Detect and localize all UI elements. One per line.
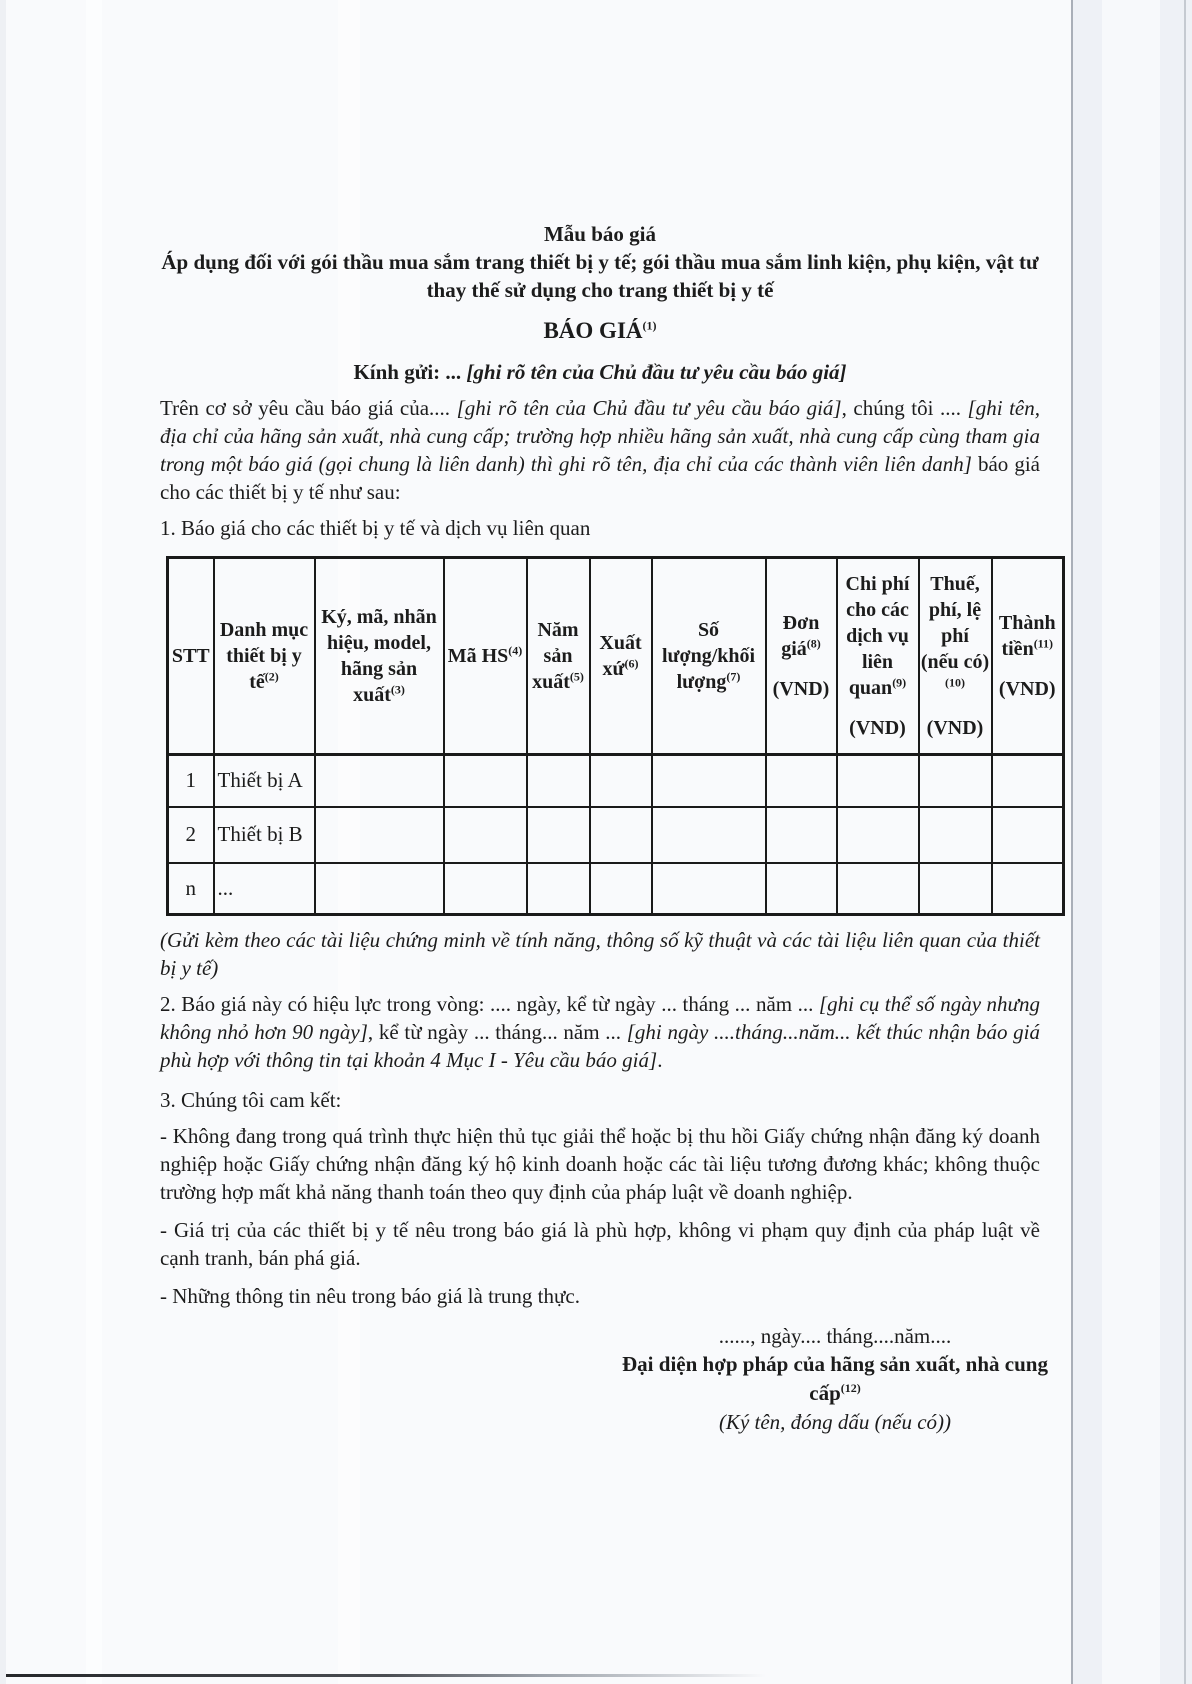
device-name-cell: ... bbox=[214, 863, 315, 915]
column-header-label: Danh mục thiết bị y tế$^{(2)}$ bbox=[219, 619, 309, 693]
column-header-label: Năm sản xuất$^{(5)}$ bbox=[532, 619, 584, 693]
column-header-3 bbox=[315, 558, 444, 755]
text-run: , kể từ ngày ... tháng... năm ... bbox=[367, 1020, 627, 1044]
scan-streak bbox=[86, 0, 102, 1684]
commitment-item-1: - Không đang trong quá trình thực hiện thủ tục giải thể hoặc bị thu hồi Giấy chứng nhận đăng ký doanh nghiệp hoặc Giấy chứng nhận đăng ký hộ kinh doanh hoặc các tài liệu tương đương khác; không thuộc trường hợp mất khả năng thanh toán theo quy định của pháp luật về doanh nghiệp. bbox=[160, 1124, 1040, 1204]
text-run: [ghi cụ thể số ngày nhưng không nhỏ hơn 90 ngày] bbox=[160, 992, 1040, 1044]
commitment-item-3: - Những thông tin nêu trong báo giá là trung thực. bbox=[160, 1284, 580, 1308]
device-name-cell: Thiết bị B bbox=[214, 807, 315, 863]
signature-block bbox=[605, 1322, 1065, 1437]
empty-cell bbox=[590, 807, 652, 863]
scan-page-edge-line bbox=[1184, 0, 1186, 1684]
empty-cell bbox=[444, 807, 527, 863]
empty-cell bbox=[315, 807, 444, 863]
column-header-8 bbox=[766, 558, 837, 755]
table-header-row bbox=[168, 558, 1064, 755]
signature-instruction: (Ký tên, đóng dấu (nếu có)) bbox=[718, 1410, 952, 1434]
empty-cell bbox=[992, 863, 1064, 915]
empty-cell bbox=[766, 807, 837, 863]
text-run: [ghi rõ tên của Chủ đầu tư yêu cầu báo giá] bbox=[456, 396, 842, 420]
column-header-label: Thuế, phí, lệ phí (nếu có)$^{(10)}$ bbox=[920, 573, 990, 690]
text-run: , chúng tôi .... bbox=[841, 396, 968, 420]
empty-cell bbox=[837, 755, 919, 807]
salutation-line bbox=[160, 358, 1040, 386]
section3-heading: 3. Chúng tôi cam kết: bbox=[160, 1088, 342, 1112]
column-header-7 bbox=[652, 558, 766, 755]
empty-cell bbox=[652, 755, 766, 807]
text-run: Trên cơ sở yêu cầu báo giá của.... bbox=[160, 396, 457, 420]
row-index-cell: 1 bbox=[168, 755, 214, 807]
column-header-10 bbox=[919, 558, 992, 755]
empty-cell bbox=[766, 755, 837, 807]
commitment-item-2: - Giá trị của các thiết bị y tế nêu trong báo giá là phù hợp, không vi phạm quy định của pháp luật về cạnh tranh, bán phá giá. bbox=[160, 1218, 1040, 1270]
scan-page-edge-line bbox=[1071, 0, 1073, 1684]
document-title-text: BÁO GIÁ bbox=[543, 318, 643, 343]
empty-cell bbox=[590, 863, 652, 915]
empty-cell bbox=[766, 863, 837, 915]
table-row-2 bbox=[168, 807, 1064, 863]
scan-streak bbox=[1102, 0, 1160, 1684]
text-run: [ghi tên, địa chỉ của hãng sản xuất, nhà cung cấp; trường hợp nhiều hãng sản xuất, nhà cung cấp cùng tham gia trong một báo giá (gọi chung là liên danh) thì ghi rõ tên, địa chỉ của các thành viên liên danh] bbox=[160, 396, 1040, 476]
document-content bbox=[160, 220, 1056, 1437]
section2-paragraph bbox=[160, 990, 1040, 1074]
intro-paragraph bbox=[160, 394, 1040, 506]
form-applicability: Áp dụng đối với gói thầu mua sắm trang thiết bị y tế; gói thầu mua sắm linh kiện, phụ kiện, vật tư thay thế sử dụng cho trang thiết bị y tế bbox=[161, 250, 1039, 302]
empty-cell bbox=[652, 863, 766, 915]
scan-bottom-edge-line bbox=[6, 1674, 766, 1677]
column-header-label: Số lượng/khối lượng$^{(7)}$ bbox=[661, 619, 756, 693]
column-header-label: Mã HS$^{(4)}$ bbox=[447, 643, 523, 667]
empty-cell bbox=[652, 807, 766, 863]
row-index-cell: 2 bbox=[168, 807, 214, 863]
column-header-6 bbox=[590, 558, 652, 755]
column-header-label: Xuất xứ$^{(6)}$ bbox=[599, 632, 642, 680]
table-attachment-note: (Gửi kèm theo các tài liệu chứng minh về tính năng, thông số kỹ thuật và các tài liệu liên quan của thiết bị y tế) bbox=[160, 928, 1040, 980]
empty-cell bbox=[919, 807, 992, 863]
signature-role-footnote-ref: (12) bbox=[840, 1381, 861, 1395]
empty-cell bbox=[837, 807, 919, 863]
empty-cell bbox=[444, 863, 527, 915]
quotation-table bbox=[166, 556, 1065, 916]
scan-left-edge bbox=[0, 0, 6, 1684]
text-run: . bbox=[657, 1048, 663, 1072]
signature-role-line bbox=[605, 1350, 1065, 1408]
document-title bbox=[160, 316, 1040, 346]
text-run: [ghi rõ tên của Chủ đầu tư yêu cầu báo giá] bbox=[466, 360, 847, 384]
signature-role-text: Đại diện hợp pháp của hãng sản xuất, nhà cung cấp bbox=[622, 1352, 1048, 1405]
quotation-table-header bbox=[168, 558, 1064, 755]
column-unit-label: (VND) bbox=[926, 717, 984, 739]
form-title: Mẫu báo giá bbox=[543, 222, 656, 246]
empty-cell bbox=[992, 755, 1064, 807]
row-index-cell: n bbox=[168, 863, 214, 915]
column-header-11 bbox=[992, 558, 1064, 755]
section1-heading: 1. Báo giá cho các thiết bị y tế và dịch vụ liên quan bbox=[160, 516, 591, 540]
column-header-label: Chi phí cho các dịch vụ liên quan$^{(9)}$ bbox=[845, 573, 910, 699]
empty-cell bbox=[919, 755, 992, 807]
empty-cell bbox=[527, 863, 590, 915]
text-run: báo giá cho các thiết bị y tế như sau: bbox=[160, 452, 1040, 504]
empty-cell bbox=[837, 863, 919, 915]
empty-cell bbox=[992, 807, 1064, 863]
empty-cell bbox=[527, 807, 590, 863]
column-unit-label: (VND) bbox=[849, 717, 906, 739]
text-run: Kính gửi: ... bbox=[353, 360, 467, 384]
table-row-3 bbox=[168, 863, 1064, 915]
column-header-9 bbox=[837, 558, 919, 755]
empty-cell bbox=[444, 755, 527, 807]
empty-cell bbox=[315, 755, 444, 807]
empty-cell bbox=[919, 863, 992, 915]
device-name-cell: Thiết bị A bbox=[214, 755, 315, 807]
table-row-1 bbox=[168, 755, 1064, 807]
signature-date-line: ......, ngày.... tháng....năm.... bbox=[718, 1324, 952, 1348]
column-unit-label: (VND) bbox=[998, 678, 1056, 700]
quotation-table-body bbox=[168, 755, 1064, 915]
column-unit-label: (VND) bbox=[772, 678, 830, 700]
column-header-1 bbox=[168, 558, 214, 755]
column-header-label: STT bbox=[171, 645, 210, 667]
text-run: [ghi ngày ....tháng...năm... kết thúc nhận báo giá phù hợp với thông tin tại khoản 4 Mục I - Yêu cầu báo giá] bbox=[160, 1020, 1041, 1072]
text-run: 2. Báo giá này có hiệu lực trong vòng: .... ngày, kể từ ngày ... tháng ... năm ... bbox=[160, 992, 819, 1016]
column-header-2 bbox=[214, 558, 315, 755]
column-header-label: Thành tiền$^{(11)}$ bbox=[998, 612, 1056, 660]
column-header-label: Đơn giá$^{(8)}$ bbox=[781, 612, 821, 660]
empty-cell bbox=[590, 755, 652, 807]
column-header-4 bbox=[444, 558, 527, 755]
column-header-5 bbox=[527, 558, 590, 755]
document-title-footnote-ref: (1) bbox=[642, 318, 657, 333]
empty-cell bbox=[527, 755, 590, 807]
empty-cell bbox=[315, 863, 444, 915]
column-header-label: Ký, mã, nhãn hiệu, model, hãng sản xuất$^{(3)}$ bbox=[321, 606, 437, 706]
